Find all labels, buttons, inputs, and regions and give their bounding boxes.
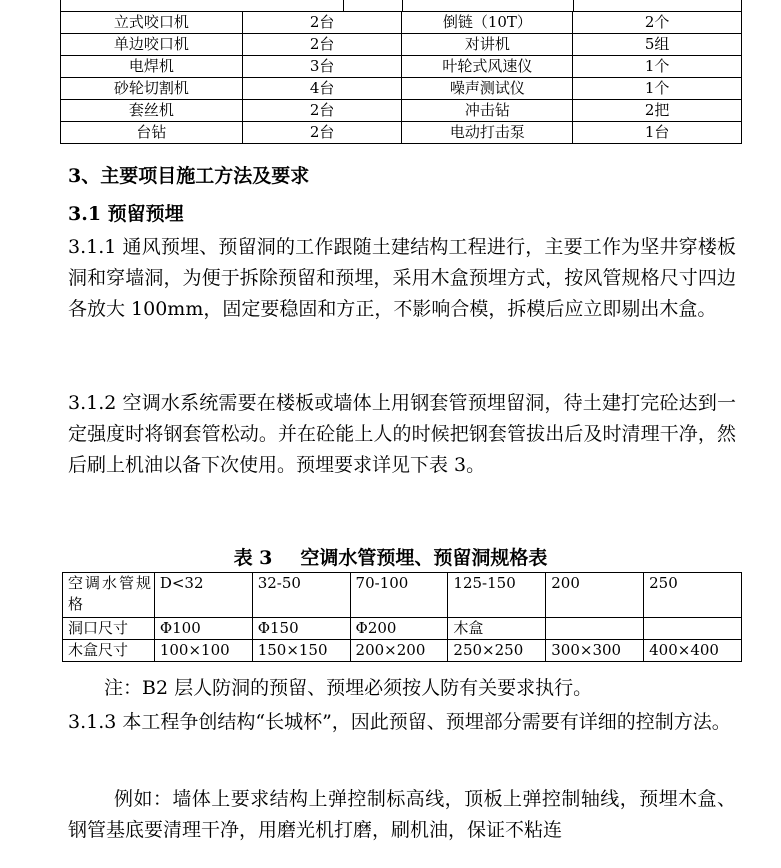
- table-row: [63, 640, 742, 662]
- table-cell: D<32: [154, 573, 252, 618]
- paragraph-3-1-2: 3.1.2 空调水系统需要在楼板或墙体上用钢套管预埋留洞，待土建打完砼达到一定强度时将钢套管松动。并在砼能上人的时候把钢套管拔出后及时清理干净，然后刷上机油以备下次使用。预埋要求详见下表 3。: [68, 392, 736, 476]
- table-row: [61, 122, 742, 144]
- table-cell: 木盒: [448, 618, 546, 640]
- table-cell: 5组: [573, 34, 742, 56]
- table-cell: 1个: [573, 56, 742, 78]
- table-cell: 2台: [242, 12, 402, 34]
- table-cell: 300×300: [546, 640, 644, 662]
- table-cell: 倒链（10T）: [402, 12, 573, 34]
- table-cell: 冲击钻: [402, 100, 573, 122]
- column-divider: [573, 0, 574, 11]
- table-row: [63, 573, 742, 618]
- table-cell: 2台: [242, 100, 402, 122]
- table-cell: 150×150: [252, 640, 350, 662]
- table-cell: 400×400: [644, 640, 742, 662]
- table-cell: 200: [546, 573, 644, 618]
- table-cell: 2个: [573, 12, 742, 34]
- table-cell: 噪声测试仪: [402, 78, 573, 100]
- table-cell: 250: [644, 573, 742, 618]
- note: 注：B2 层人防洞的预留、预埋必须按人防有关要求执行。: [104, 677, 593, 699]
- table-cell: 200×200: [350, 640, 448, 662]
- table-cell: [644, 618, 742, 640]
- table-cell: 电焊机: [61, 56, 243, 78]
- table-cell: 电动打击泵: [402, 122, 573, 144]
- table-cell: 125-150: [448, 573, 546, 618]
- table-cell: 立式咬口机: [61, 12, 243, 34]
- column-divider: [343, 0, 344, 11]
- table-row: [63, 618, 742, 640]
- table-cell: 空调水管规格: [63, 573, 155, 618]
- table-cell: 1个: [573, 78, 742, 100]
- table-cell: 70-100: [350, 573, 448, 618]
- table-cell: 250×250: [448, 640, 546, 662]
- table-cell: 对讲机: [402, 34, 573, 56]
- table-cell: 单边咬口机: [61, 34, 243, 56]
- table-cell: [546, 618, 644, 640]
- table-caption-number: 表 3: [233, 547, 273, 569]
- paragraph-3-1-1: 3.1.1 通风预埋、预留洞的工作跟随土建结构工程进行，主要工作为坚井穿楼板洞和穿墙洞，为便于拆除预留和预埋，采用木盒预埋方式，按风管规格尺寸四边各放大 100mm，固定要稳固和方正，不影响合模，拆模后应立即剔出木盒。: [68, 236, 736, 320]
- table-cell: 砂轮切割机: [61, 78, 243, 100]
- table-cell: 2把: [573, 100, 742, 122]
- table-cell: 3台: [242, 56, 402, 78]
- table-row: [61, 34, 742, 56]
- table-cell: 叶轮式风速仪: [402, 56, 573, 78]
- table-cell: Φ200: [350, 618, 448, 640]
- equipment-table: [60, 11, 742, 144]
- table-cell: 洞口尺寸: [63, 618, 155, 640]
- table-top-continuation: [60, 0, 742, 11]
- table-cell: 套丝机: [61, 100, 243, 122]
- table-cell: 木盒尺寸: [63, 640, 155, 662]
- table-cell: 台钻: [61, 122, 243, 144]
- section-heading: 3、主要项目施工方法及要求: [68, 165, 310, 187]
- table-cell: 32-50: [252, 573, 350, 618]
- paragraph-3-1-3: 3.1.3 本工程争创结构“长城杯”，因此预留、预埋部分需要有详细的控制方法。: [68, 711, 731, 733]
- table-row: [61, 100, 742, 122]
- spec-table: [62, 572, 742, 662]
- table-cell: 2台: [242, 34, 402, 56]
- sub-heading: 3.1 预留预埋: [68, 203, 184, 225]
- table-cell: 100×100: [154, 640, 252, 662]
- paragraph-example: 例如：墙体上要求结构上弹控制标高线，顶板上弹控制轴线，预埋木盒、钢管基底要清理干净，用磨光机打磨，刷机油，保证不粘连: [68, 788, 736, 841]
- table-caption-title: 空调水管预埋、预留洞规格表: [300, 547, 548, 569]
- table-row: [61, 12, 742, 34]
- table-cell: Φ100: [154, 618, 252, 640]
- table-cell: Φ150: [252, 618, 350, 640]
- column-divider: [402, 0, 403, 11]
- table-cell: 2台: [242, 122, 402, 144]
- table-cell: 4台: [242, 78, 402, 100]
- table-row: [61, 56, 742, 78]
- table-cell: 1台: [573, 122, 742, 144]
- table-row: [61, 78, 742, 100]
- table-caption: [0, 543, 781, 570]
